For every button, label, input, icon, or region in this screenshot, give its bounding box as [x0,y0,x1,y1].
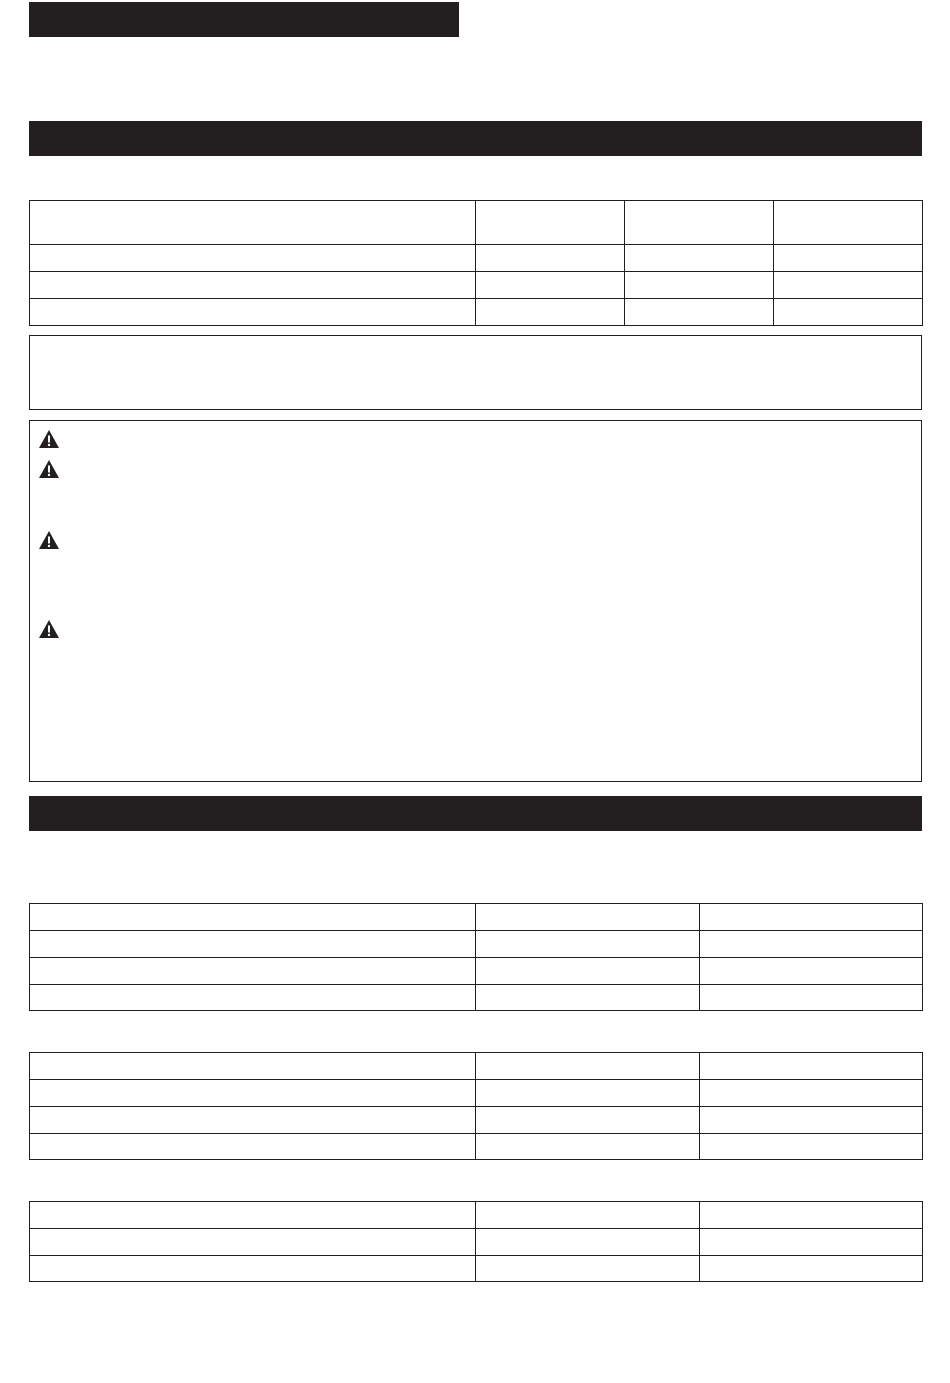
table-cell [30,272,476,299]
table-cell [30,931,476,958]
table-row [30,1080,923,1107]
table-cell [476,1107,700,1134]
table-cell [30,1229,476,1256]
table-row [30,1229,923,1256]
table-cell [476,1256,700,1282]
table-cell [625,299,774,326]
table-cell [700,1229,923,1256]
table-cell [30,1053,476,1080]
data-table-3 [29,1201,923,1282]
table-cell [774,272,923,299]
table-cell [700,904,923,931]
table-cell [625,245,774,272]
table-cell [476,1202,700,1229]
table-row [30,958,923,985]
warning-triangle-icon [38,619,60,639]
table-row [30,985,923,1011]
table-cell [476,272,625,299]
table-cell [700,1080,923,1107]
data-table-1 [29,903,923,1011]
spec-table [29,200,923,326]
table-cell [700,1256,923,1282]
data-table-2 [29,1052,923,1160]
table-cell [30,1202,476,1229]
table-cell [30,245,476,272]
table-cell [30,1134,476,1160]
table-cell [30,985,476,1011]
table-cell [700,1202,923,1229]
table-row [30,299,923,326]
table-row [30,1256,923,1282]
table-row [30,931,923,958]
spec-header-cell [476,201,625,245]
section-bar-1 [29,121,922,156]
table-cell [476,299,625,326]
table-cell [30,299,476,326]
table-cell [30,1080,476,1107]
table-cell [700,958,923,985]
table-row [30,245,923,272]
table-row [30,1202,923,1229]
table-cell [476,958,700,985]
warning-triangle-icon [38,530,60,550]
table-row [30,904,923,931]
warnings-box [29,420,922,782]
table-cell [30,904,476,931]
spec-header-cell [30,201,476,245]
table-cell [30,958,476,985]
note-box [29,335,922,410]
table-row [30,1134,923,1160]
table-cell [700,931,923,958]
table-cell [476,985,700,1011]
table-cell [476,245,625,272]
section-bar-2 [29,796,922,831]
table-cell [774,245,923,272]
warning-triangle-icon [38,459,60,479]
table-cell [30,1107,476,1134]
table-cell [476,1080,700,1107]
table-cell [700,985,923,1011]
table-cell [476,904,700,931]
table-cell [476,931,700,958]
table-row [30,1107,923,1134]
table-cell [700,1053,923,1080]
table-cell [476,1134,700,1160]
spec-table-header-row [30,201,923,245]
table-cell [476,1229,700,1256]
warning-triangle-icon [38,429,60,449]
table-cell [476,1053,700,1080]
table-cell [625,272,774,299]
spec-header-cell [625,201,774,245]
table-cell [700,1107,923,1134]
table-cell [30,1256,476,1282]
table-cell [700,1134,923,1160]
table-row [30,272,923,299]
table-cell [774,299,923,326]
spec-header-cell [774,201,923,245]
table-row [30,1053,923,1080]
header-tab [29,2,459,37]
